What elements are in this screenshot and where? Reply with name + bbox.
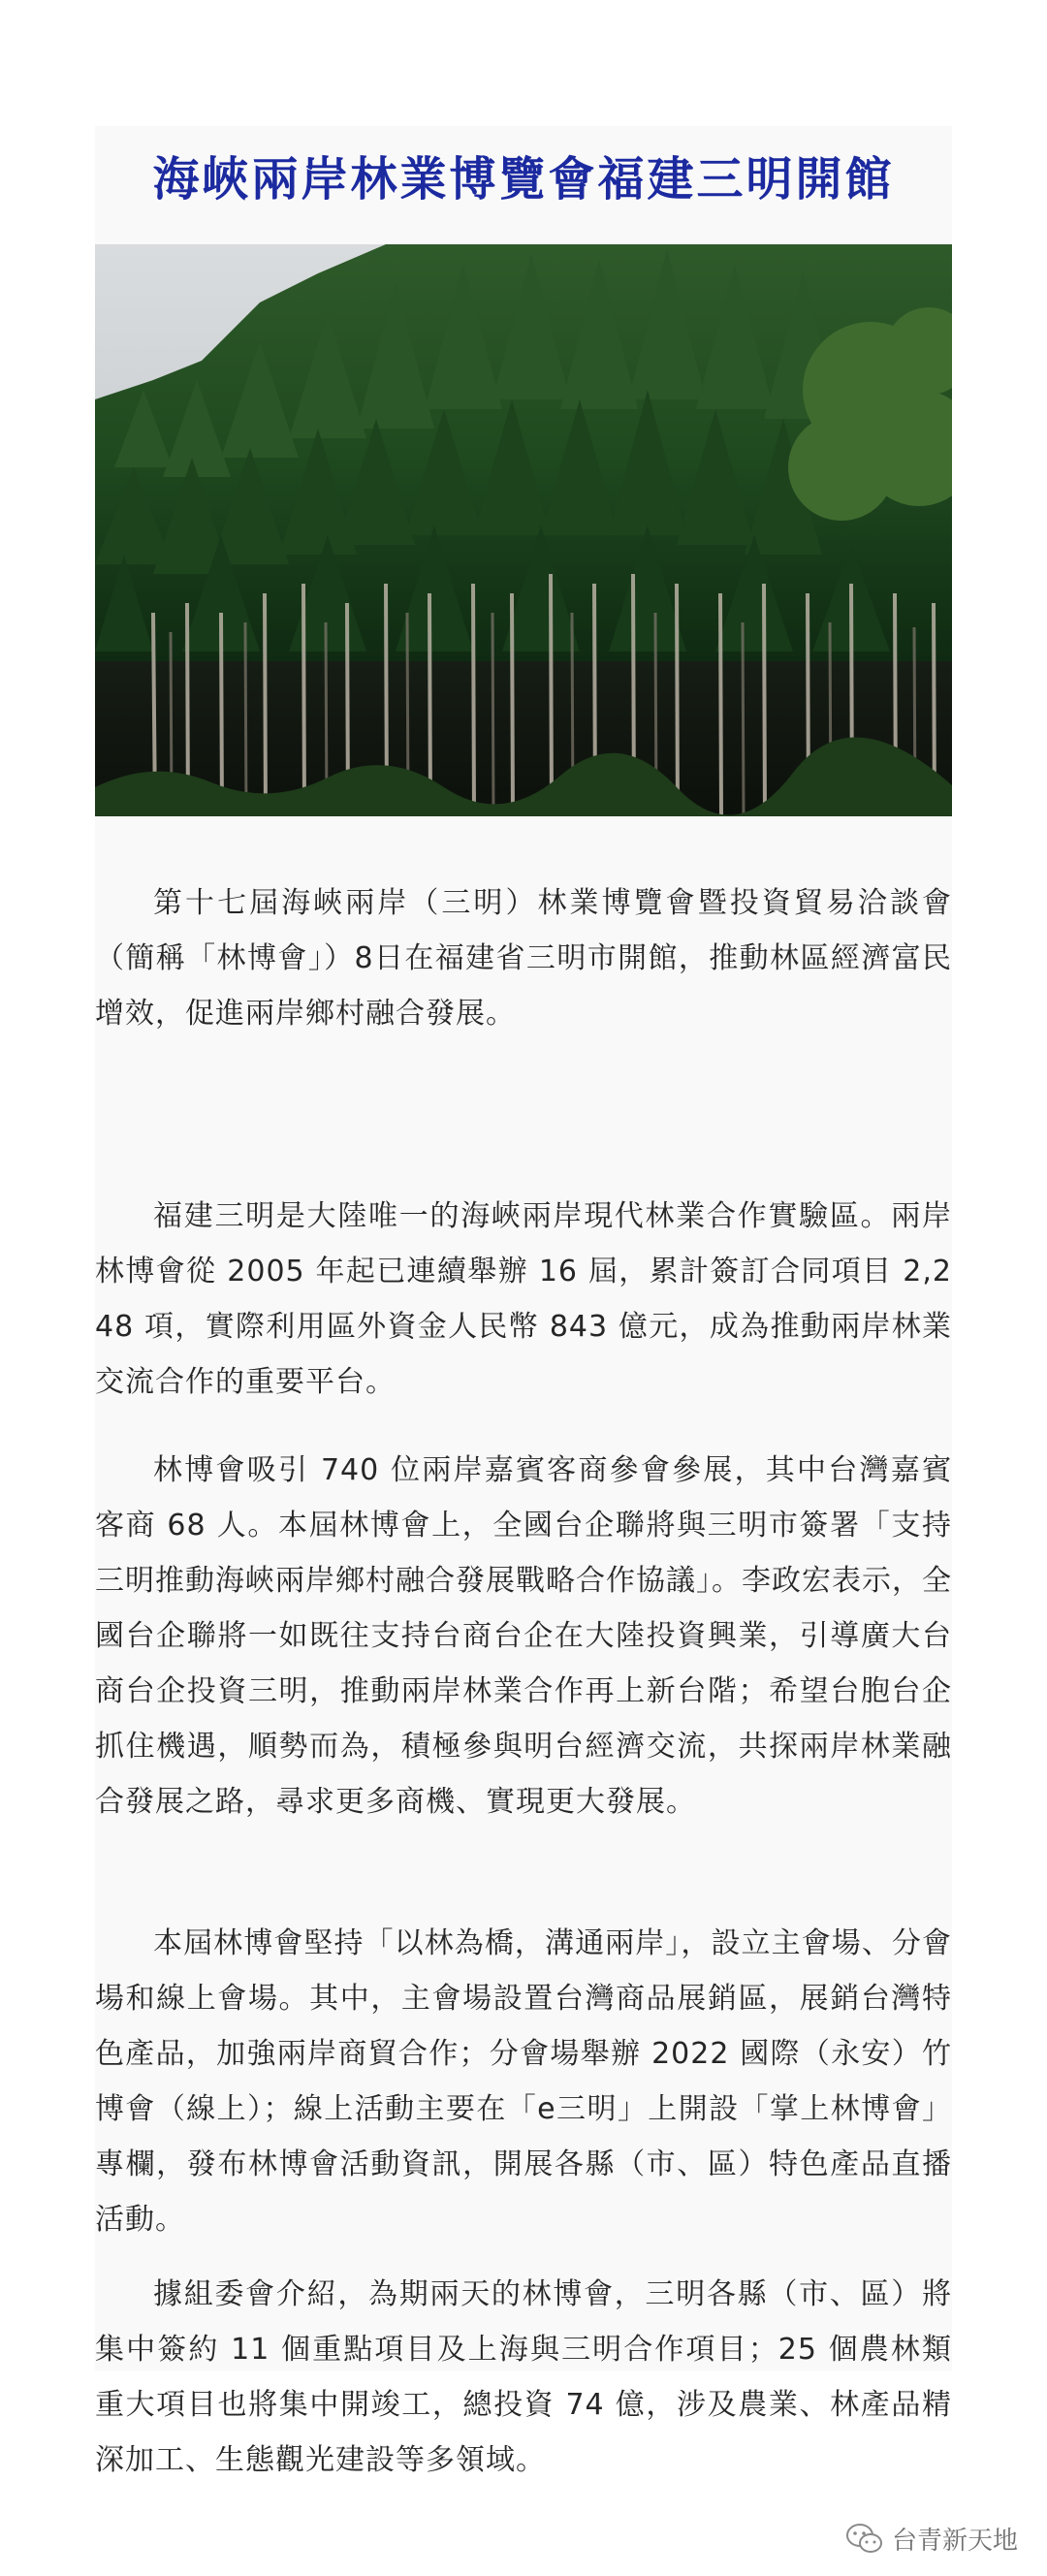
paragraph-2: 福建三明是大陸唯一的海峽兩岸現代林業合作實驗區。兩岸林博會從 2005 年起已連續舉辦 16 屆，累計簽訂合同項目 2,248 項，實際利用區外資金人民幣 843 億元，成為推動兩岸林業交流合作的重要平台。 bbox=[95, 1199, 952, 1399]
forest-photo bbox=[95, 244, 952, 816]
paragraph-4: 本屆林博會堅持「以林為橋，溝通兩岸」，設立主會場、分會場和線上會場。其中，主會場設置台灣商品展銷區，展銷台灣特色產品，加強兩岸商貿合作；分會場舉辦 2022 國際（永安）竹博會（線上）；線上活動主要在「e三明」上開設「掌上林博會」專欄，發布林博會活動資訊，開展各縣（市、區）特色產品直播活動。 bbox=[95, 1926, 952, 2237]
article-title: 海峽兩岸林業博覽會福建三明開館 bbox=[152, 152, 895, 207]
watermark-text: 台青新天地 bbox=[891, 2527, 1018, 2556]
paragraph-3: 林博會吸引 740 位兩岸嘉賓客商參會參展，其中台灣嘉賓客商 68 人。本屆林博會上，全國台企聯將與三明市簽署「支持三明推動海峽兩岸鄉村融合發展戰略合作協議」。李政宏表示，全國台企聯將一如既往支持台商台企在大陸投資興業，引導廣大台商台企投資三明，推動兩岸林業合作再上新台階；希望台胞台企抓住機遇，順勢而為，積極參與明台經濟交流，共探兩岸林業融合發展之路，尋求更多商機、實現更大發展。 bbox=[95, 1453, 952, 1819]
paragraph-1: 第十七屆海峽兩岸（三明）林業博覽會暨投資貿易洽談會（簡稱「林博會」）8日在福建省三明市開館，推動林區經濟富民增效，促進兩岸鄉村融合發展。 bbox=[95, 886, 952, 1031]
source-watermark bbox=[845, 2521, 1018, 2557]
forest-photo-image bbox=[95, 244, 952, 816]
wechat-icon bbox=[845, 2523, 884, 2556]
paragraph-5: 據組委會介紹，為期兩天的林博會，三明各縣（市、區）將集中簽約 11 個重點項目及上海與三明合作項目；25 個農林類重大項目也將集中開竣工，總投資 74 億，涉及農業、林產品精深加工、生態觀光建設等多領域。 bbox=[95, 2277, 952, 2477]
article-card bbox=[95, 126, 952, 2477]
